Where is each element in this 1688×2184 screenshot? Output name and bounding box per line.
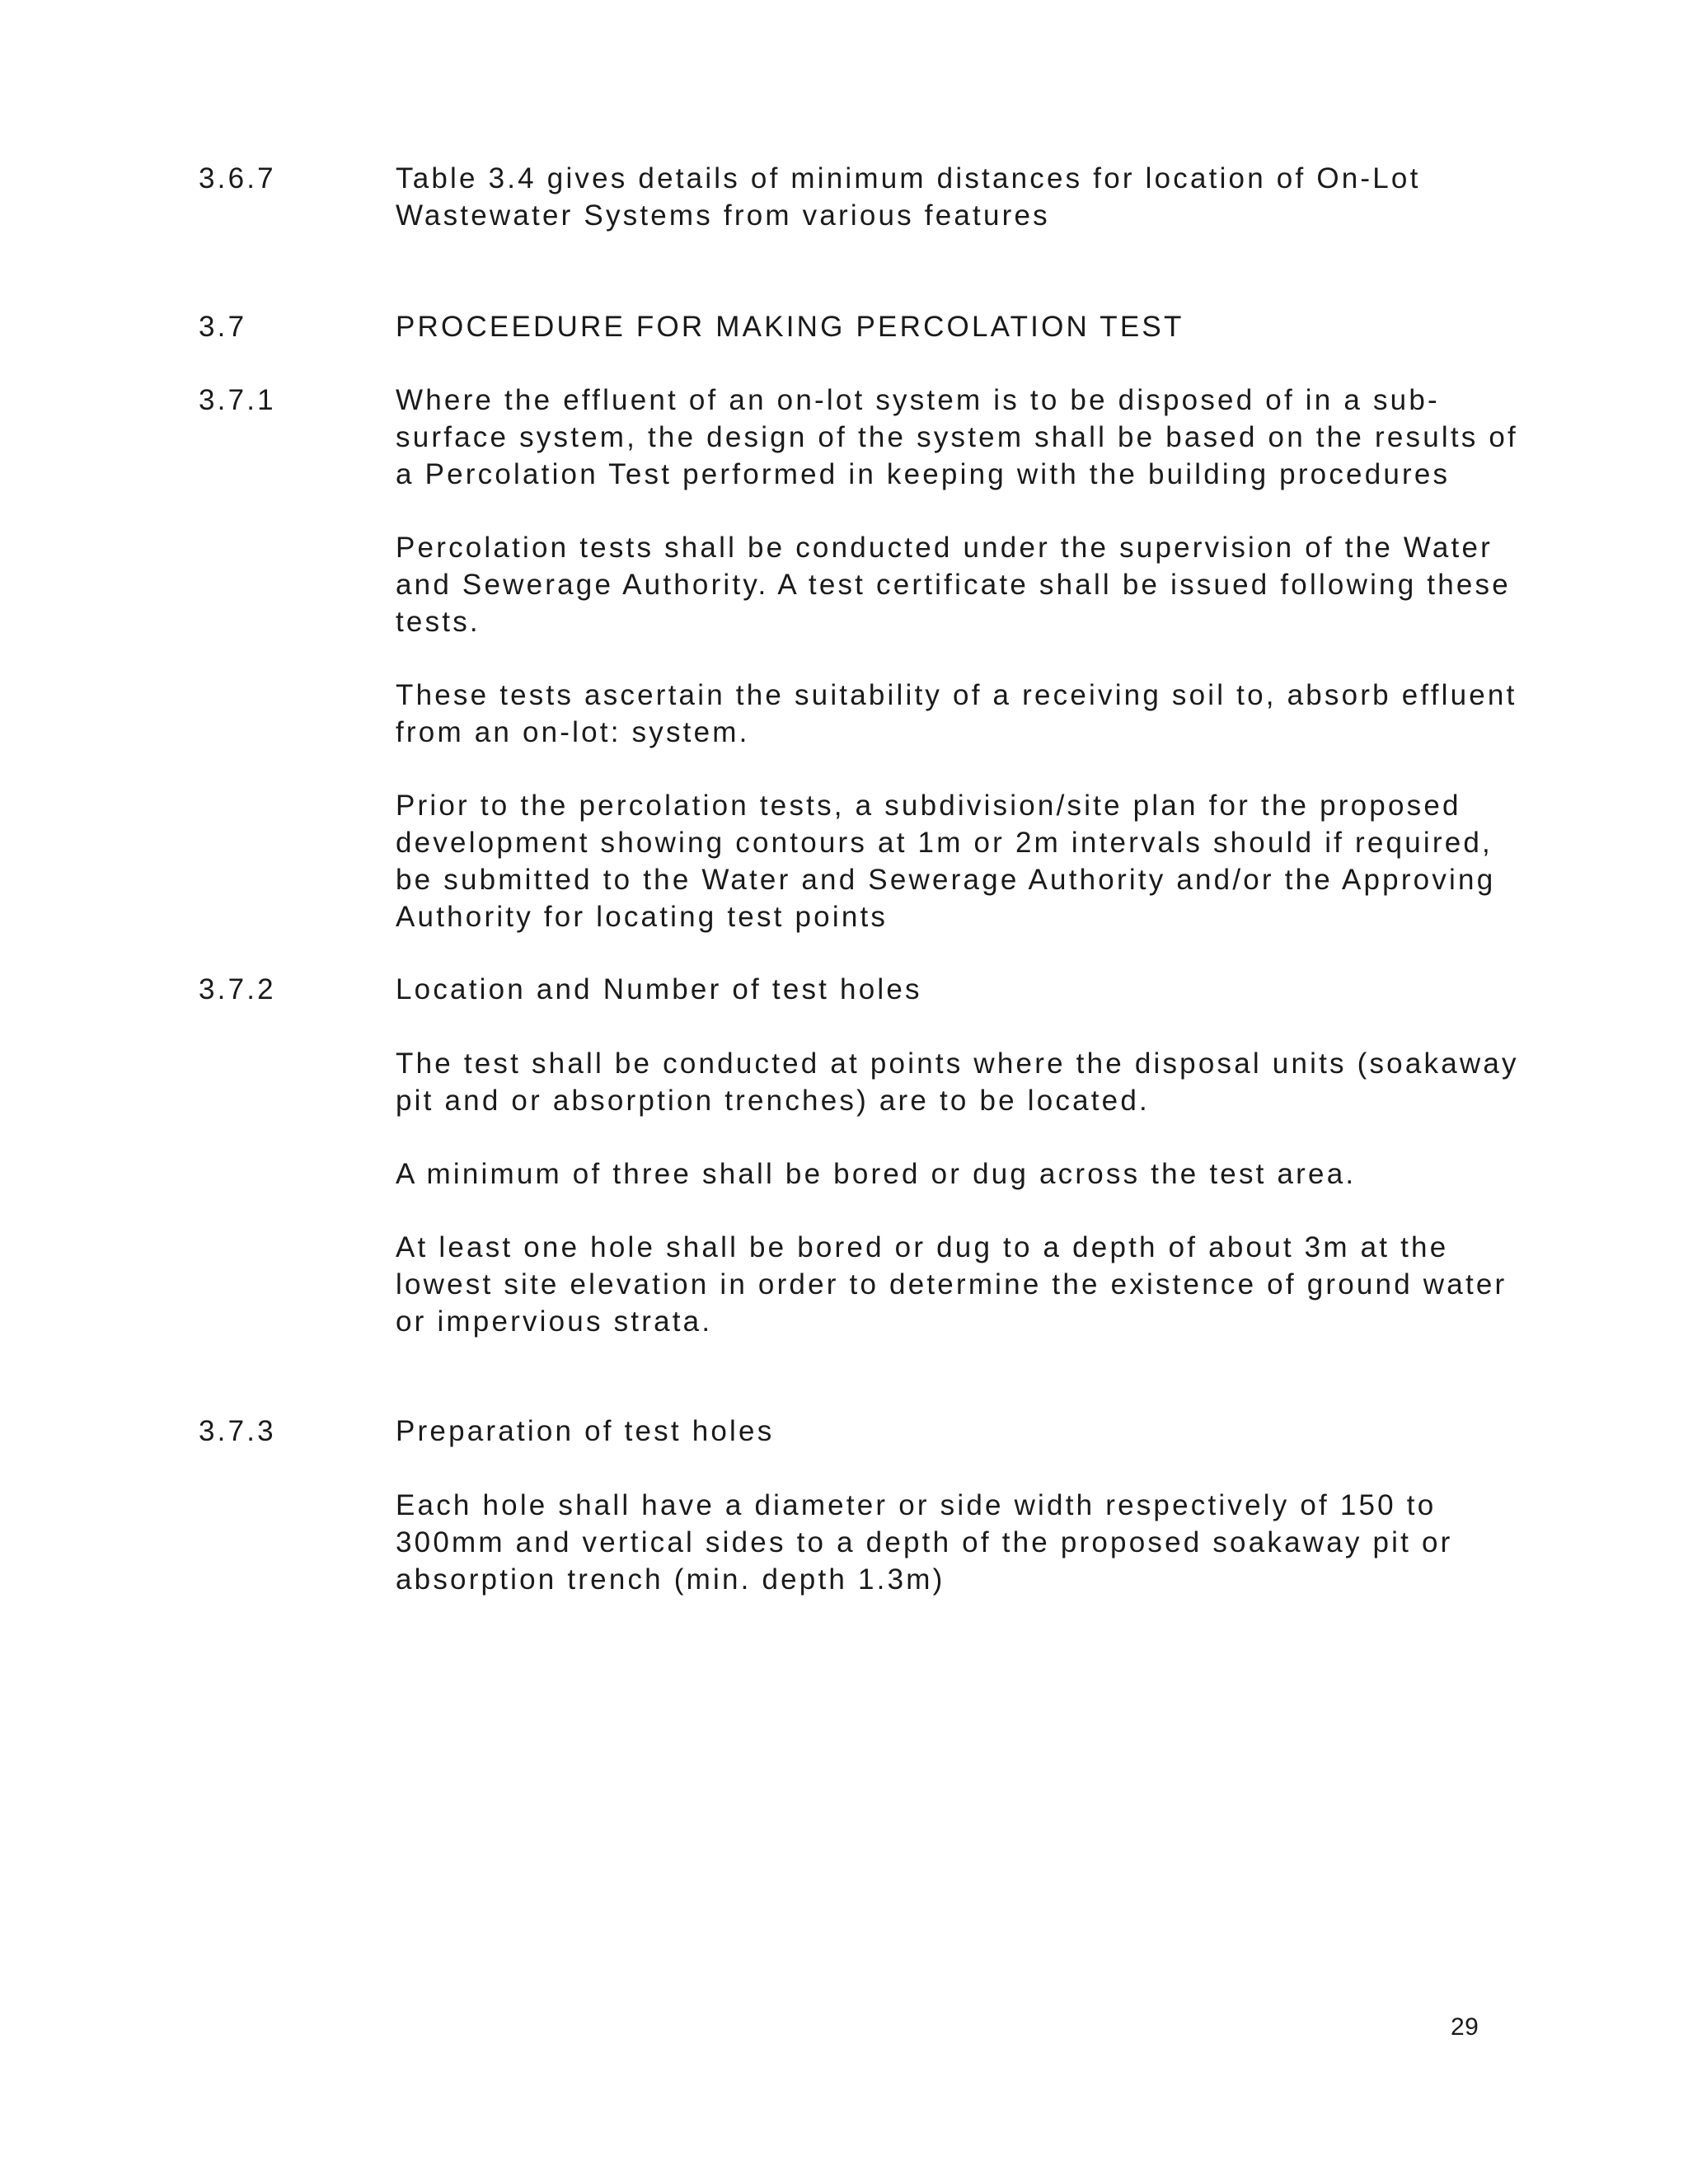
text-line: a Percolation Test performed in keeping with the building procedures xyxy=(396,458,1451,490)
text-line: Wastewater Systems from various features xyxy=(396,199,1050,232)
section-3-7-3-heading: Preparation of test holes xyxy=(396,1415,775,1447)
text-line: Where the effluent of an on-lot system is to be disposed of in a sub- xyxy=(396,384,1440,416)
section-number-3-7-3: 3.7.3 xyxy=(199,1415,276,1447)
section-3-7-2-heading: Location and Number of test holes xyxy=(396,973,922,1005)
section-number-3-7-2: 3.7.2 xyxy=(199,973,276,1005)
section-3-7-2-paragraph-3 xyxy=(396,1229,1507,1340)
text-line: from an on-lot: system. xyxy=(396,716,750,748)
page-number: 29 xyxy=(1451,2013,1479,2041)
text-line: Table 3.4 gives details of minimum distances for location of On-Lot xyxy=(396,162,1421,194)
section-number-3-7-1: 3.7.1 xyxy=(199,384,276,416)
section-3-7-1-paragraph-3 xyxy=(396,677,1517,751)
section-number-3-6-7: 3.6.7 xyxy=(199,162,276,194)
section-3-7-1-paragraph-2 xyxy=(396,529,1511,640)
section-number-3-7: 3.7 xyxy=(199,311,247,343)
text-line: Authority for locating test points xyxy=(396,901,889,933)
text-line: 300mm and vertical sides to a depth of the proposed soakaway pit or xyxy=(396,1526,1453,1558)
text-line: and Sewerage Authority. A test certificate shall be issued following these xyxy=(396,569,1511,601)
section-3-7-1-paragraph-1 xyxy=(396,382,1518,493)
text-line: development showing contours at 1m or 2m intervals should if required, xyxy=(396,827,1493,859)
text-line: or impervious strata. xyxy=(396,1305,713,1338)
text-line: At least one hole shall be bored or dug to a depth of about 3m at the xyxy=(396,1231,1449,1263)
text-line: tests. xyxy=(396,606,481,638)
text-line: pit and or absorption trenches) are to be located. xyxy=(396,1085,1150,1117)
text-line: The test shall be conducted at points where the disposal units (soakaway xyxy=(396,1047,1519,1080)
text-line: be submitted to the Water and Sewerage Authority and/or the Approving xyxy=(396,864,1496,896)
section-3-7-heading: PROCEEDURE FOR MAKING PERCOLATION TEST xyxy=(396,311,1184,343)
text-line: Percolation tests shall be conducted under the supervision of the Water xyxy=(396,532,1493,564)
text-line: A minimum of three shall be bored or dug across the test area. xyxy=(396,1158,1357,1190)
text-line: surface system, the design of the system shall be based on the results of xyxy=(396,421,1518,453)
section-3-7-3-paragraph-1 xyxy=(396,1487,1500,1598)
text-line: Each hole shall have a diameter or side width respectively of 150 to xyxy=(396,1489,1437,1521)
section-3-7-1-paragraph-4 xyxy=(396,787,1500,935)
section-3-7-2-paragraph-2 xyxy=(396,1155,1500,1193)
text-line: Prior to the percolation tests, a subdivision/site plan for the proposed xyxy=(396,790,1461,822)
section-3-6-7-text xyxy=(396,160,1500,234)
text-line: absorption trench (min. depth 1.3m) xyxy=(396,1563,945,1596)
text-line: These tests ascertain the suitability of a receiving soil to, absorb effluent xyxy=(396,679,1517,711)
section-3-7-2-paragraph-1 xyxy=(396,1045,1519,1119)
text-line: lowest site elevation in order to determine the existence of ground water xyxy=(396,1268,1507,1301)
